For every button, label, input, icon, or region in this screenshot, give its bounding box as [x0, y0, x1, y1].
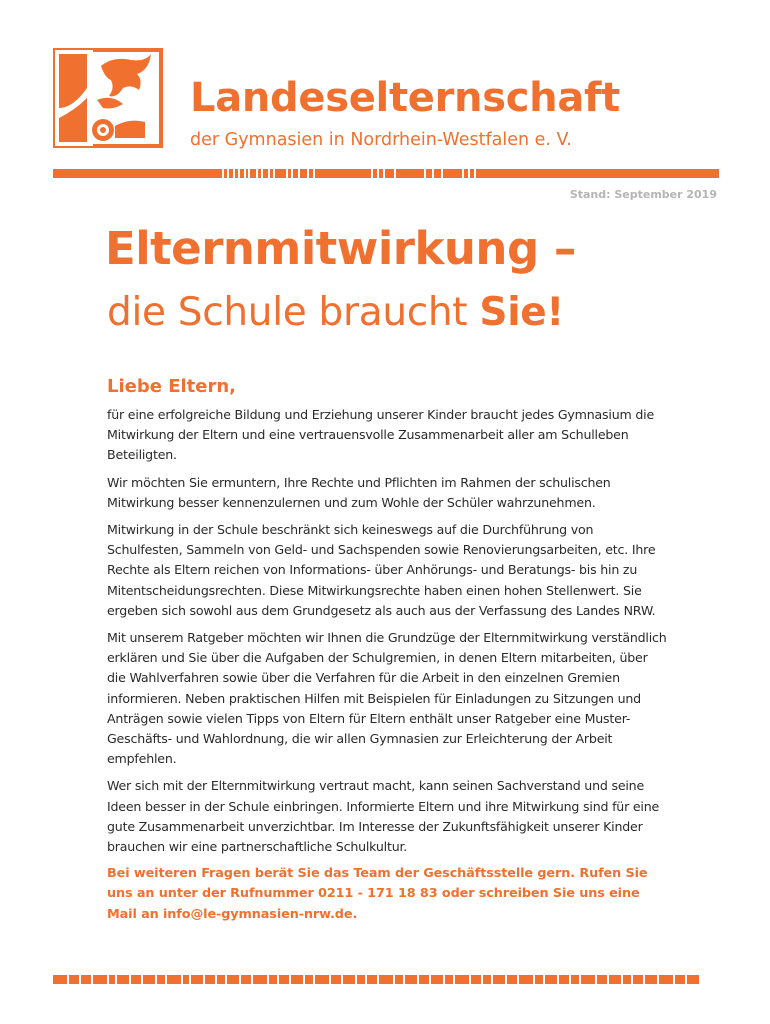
paragraph: für eine erfolgreiche Bildung und Erziehung unserer Kinder braucht jedes Gymnasium die Mitwirkung der Eltern und eine vertrauensvolle Zusammenarbeit aller am Schulleben Beteiligten. [107, 407, 654, 463]
nrw-lion-horse-logo-icon [53, 48, 163, 148]
letter-body [107, 376, 670, 925]
paragraph: Mitwirkung in der Schule beschränkt sich keineswegs auf die Durchführung von Schulfesten, Sammeln von Geld- und Sachspenden sowie Renovierungsarbeiten, etc. Ihre Rechte als Eltern reichen von Informations- über Anhörungs- und Beratungs- bis hin zu Mitentscheidungsrechten. Diese Mitwirkungsrechte haben einen hohen Stellenwert. Sie ergeben sich sowohl aus dem Grundgesetz als auch aus der Verfassung des Landes NRW. [107, 522, 656, 618]
paragraph: Wir möchten Sie ermuntern, Ihre Rechte und Pflichten im Rahmen der schulischen Mitwirkung besser kennenzulernen und zum Wohle der Schüler wahrzunehmen. [107, 474, 611, 510]
headline-line-1: Elternmitwirkung – [105, 222, 576, 275]
headline-line-2-plain: die Schule braucht [107, 290, 480, 335]
greeting: Liebe Eltern, [107, 376, 237, 397]
contact-closing: Bei weiteren Fragen berät Sie das Team der Geschäftsstelle gern. Rufen Sie uns an unter der Rufnummer 0211 - 171 18 83 oder schreiben Sie uns eine Mail an info@le-gymnasien-nrw.de. [107, 866, 648, 922]
org-title: Landeselternschaft [190, 75, 620, 121]
top-divider-stripe [53, 169, 719, 178]
headline-line-2-emphasis: Sie! [479, 290, 564, 335]
paragraph: Wer sich mit der Elternmitwirkung vertraut macht, kann seinen Sachverstand und seine Ideen besser in der Schule einbringen. Informierte Eltern und ihre Mitwirkung sind für eine gute Zusammenarbeit unverzichtbar. Im Interesse der Zukunftsfähigkeit unserer Kinder brauchen wir eine partnerschaftliche Schulkultur. [107, 778, 660, 855]
org-subtitle: der Gymnasien in Nordrhein-Westfalen e. V. [190, 130, 572, 150]
organization-logo [53, 48, 163, 148]
paragraph: Mit unserem Ratgeber möchten wir Ihnen die Grundzüge der Elternmitwirkung verständlich erklären und Sie über die Aufgaben der Schulgremien, in denen Eltern mitarbeiten, über die Wahlverfahren sowie über die Verfahren für die Arbeit in den einzelnen Gremien informieren. Neben praktischen Hilfen mit Beispielen für Einladungen zu Sitzungen und Anträgen sowie vielen Tipps von Eltern für Eltern enthält unser Ratgeber eine Muster-Geschäfts- und Wahlordnung, die wir allen Gymnasien zur Erleichterung der Arbeit empfehlen. [107, 630, 667, 767]
bottom-divider-stripe [53, 975, 719, 984]
headline-line-2 [107, 290, 564, 335]
date-stamp: Stand: September 2019 [569, 188, 717, 201]
